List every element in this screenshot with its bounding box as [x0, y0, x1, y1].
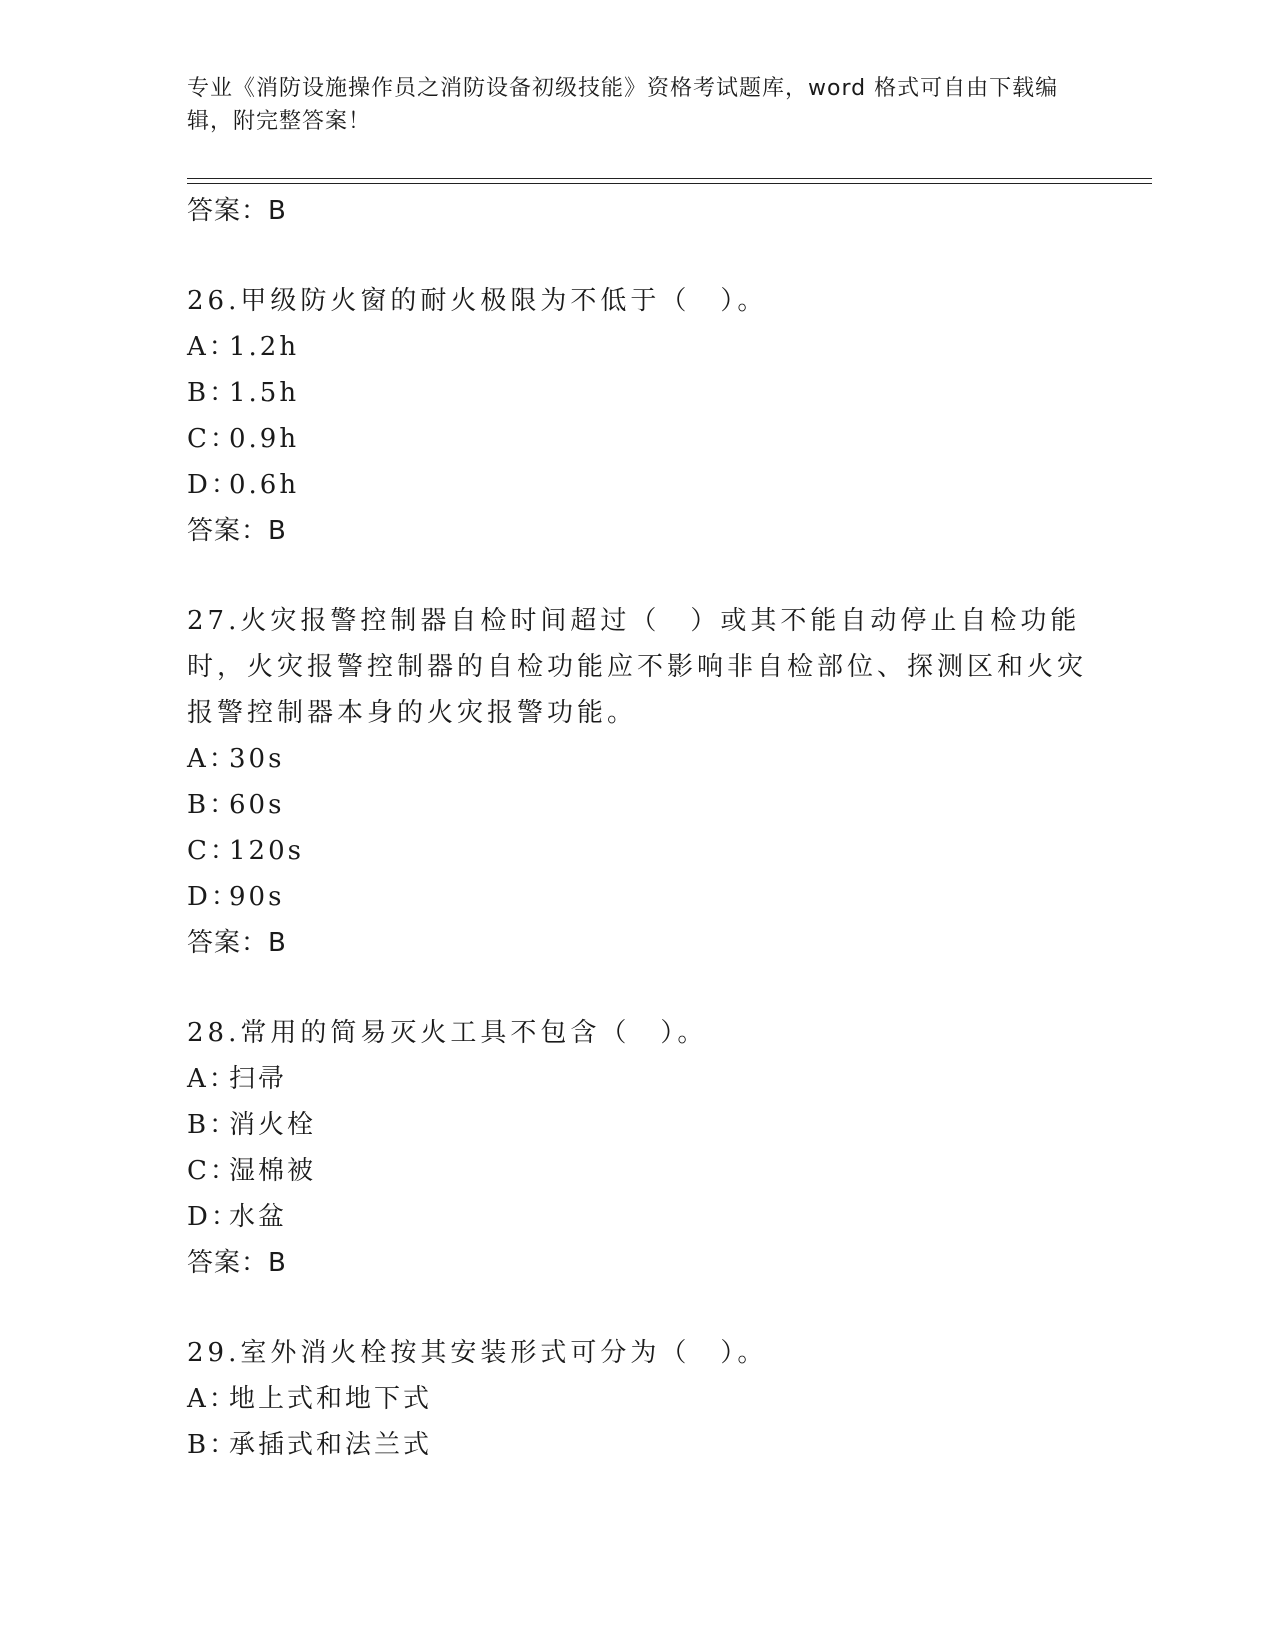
header-divider-top: [187, 178, 1152, 179]
answer-line: 答案：B: [187, 1248, 287, 1278]
option-d: [187, 1194, 1087, 1240]
option-c: [187, 1148, 1087, 1194]
option-label: D：: [187, 470, 240, 500]
option-label: B：: [187, 1110, 239, 1140]
answer-line: 答案：B: [187, 928, 287, 958]
option-label: A：: [187, 1064, 238, 1094]
option-b: [187, 782, 1087, 828]
option-text: 承插式和法兰式: [229, 1430, 433, 1460]
option-text: 120s: [229, 836, 304, 866]
option-a: [187, 324, 1087, 370]
option-d: [187, 462, 1087, 508]
question-27: [187, 598, 1087, 966]
option-text: 0.9h: [229, 424, 300, 454]
option-label: C：: [187, 1156, 239, 1186]
option-label: B：: [187, 1430, 239, 1460]
option-d: [187, 874, 1087, 920]
option-text: 湿棉被: [229, 1156, 317, 1186]
answer-line: 答案：B: [187, 196, 287, 226]
question-stem: 28.常用的简易灭火工具不包含（ ）。: [187, 1018, 708, 1048]
question-stem: 26.甲级防火窗的耐火极限为不低于（ ）。: [187, 286, 768, 316]
question-26: [187, 278, 1087, 554]
option-label: A：: [187, 332, 238, 362]
option-b: [187, 1422, 1087, 1468]
question-list: [187, 188, 1087, 1468]
option-label: B：: [187, 790, 239, 820]
question-29: [187, 1330, 1087, 1468]
option-label: D：: [187, 1202, 240, 1232]
option-b: [187, 1102, 1087, 1148]
option-a: [187, 1376, 1087, 1422]
option-text: 地上式和地下式: [229, 1384, 433, 1414]
option-text: 扫帚: [229, 1064, 288, 1094]
option-text: 60s: [229, 790, 285, 820]
option-text: 90s: [229, 882, 285, 912]
option-label: A：: [187, 744, 238, 774]
option-text: 30s: [229, 744, 285, 774]
question-28: [187, 1010, 1087, 1286]
header-divider-bottom: [187, 183, 1152, 184]
option-label: A：: [187, 1384, 238, 1414]
option-label: D：: [187, 882, 240, 912]
option-text: 1.5h: [229, 378, 300, 408]
option-label: C：: [187, 424, 239, 454]
option-c: [187, 828, 1087, 874]
option-text: 0.6h: [229, 470, 300, 500]
option-text: 1.2h: [229, 332, 300, 362]
option-text: 消火栓: [229, 1110, 317, 1140]
option-a: [187, 1056, 1087, 1102]
option-label: C：: [187, 836, 239, 866]
option-c: [187, 416, 1087, 462]
option-text: 水盆: [229, 1202, 288, 1232]
option-label: B：: [187, 378, 239, 408]
question-stem: 27.火灾报警控制器自检时间超过（ ）或其不能自动停止自检功能时，火灾报警控制器的自检功能应不影响非自检部位、探测区和火灾报警控制器本身的火灾报警功能。: [187, 606, 1088, 728]
option-a: [187, 736, 1087, 782]
option-b: [187, 370, 1087, 416]
page-header: 专业《消防设施操作员之消防设备初级技能》资格考试题库，word 格式可自由下载编辑，附完整答案！: [187, 76, 1059, 134]
question-stem: 29.室外消火栓按其安装形式可分为（ ）。: [187, 1338, 768, 1368]
answer-line: 答案：B: [187, 516, 287, 546]
